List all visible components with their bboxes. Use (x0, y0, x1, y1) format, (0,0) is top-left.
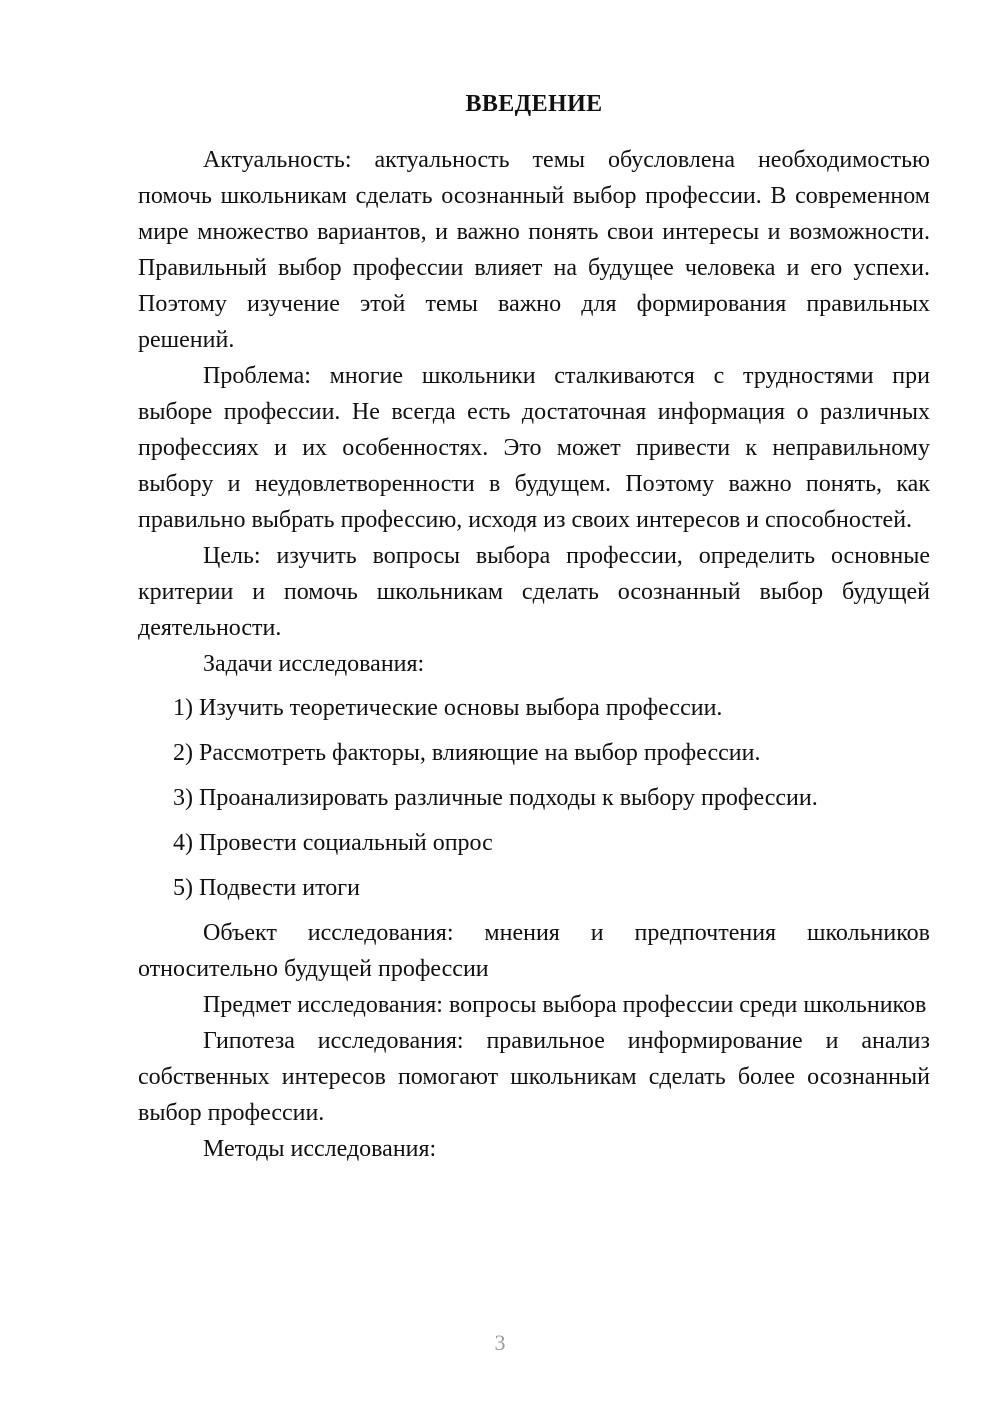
list-item: 2) Рассмотреть факторы, влияющие на выбор профессии. (173, 740, 761, 766)
document-body (138, 86, 930, 1167)
tasks-heading: Задачи исследования: (203, 651, 425, 677)
list-item: 3) Проанализировать различные подходы к выбору профессии. (173, 785, 818, 811)
page-title: ВВЕДЕНИЕ (465, 91, 603, 117)
paragraph-goal: Цель: изучить вопросы выбора профессии, определить основные критерии и помочь школьникам сделать осознанный выбор будущей деятельности. (138, 543, 930, 641)
tasks-list (138, 690, 930, 906)
paragraph-object: Объект исследования: мнения и предпочтения школьников относительно будущей профессии (138, 920, 930, 982)
list-item: 4) Провести социальный опрос (173, 830, 493, 856)
methods-heading: Методы исследования: (203, 1136, 437, 1162)
paragraph-problem: Проблема: многие школьники сталкиваются с трудностями при выборе профессии. Не всегда есть достаточная информация о различных профессиях и их особенностях. Это может привести к неправильному выбору и неудовлетворенности в будущем. Поэтому важно понять, как правильно выбрать профессию, исходя из своих интересов и способностей. (138, 363, 930, 533)
paragraph-relevance: Актуальность: актуальность темы обусловлена необходимостью помочь школьникам сделать осознанный выбор профессии. В современном мире множество вариантов, и важно понять свои интересы и возможности. Правильный выбор профессии влияет на будущее человека и его успехи. Поэтому изучение этой темы важно для формирования правильных решений. (138, 147, 930, 353)
list-item: 1) Изучить теоретические основы выбора профессии. (173, 695, 723, 721)
paragraph-hypothesis: Гипотеза исследования: правильное информирование и анализ собственных интересов помогают школьникам сделать более осознанный выбор профессии. (138, 1028, 930, 1126)
list-item: 5) Подвести итоги (173, 875, 360, 901)
paragraph-subject: Предмет исследования: вопросы выбора профессии среди школьников (203, 992, 927, 1018)
page-number: 3 (494, 1330, 506, 1355)
